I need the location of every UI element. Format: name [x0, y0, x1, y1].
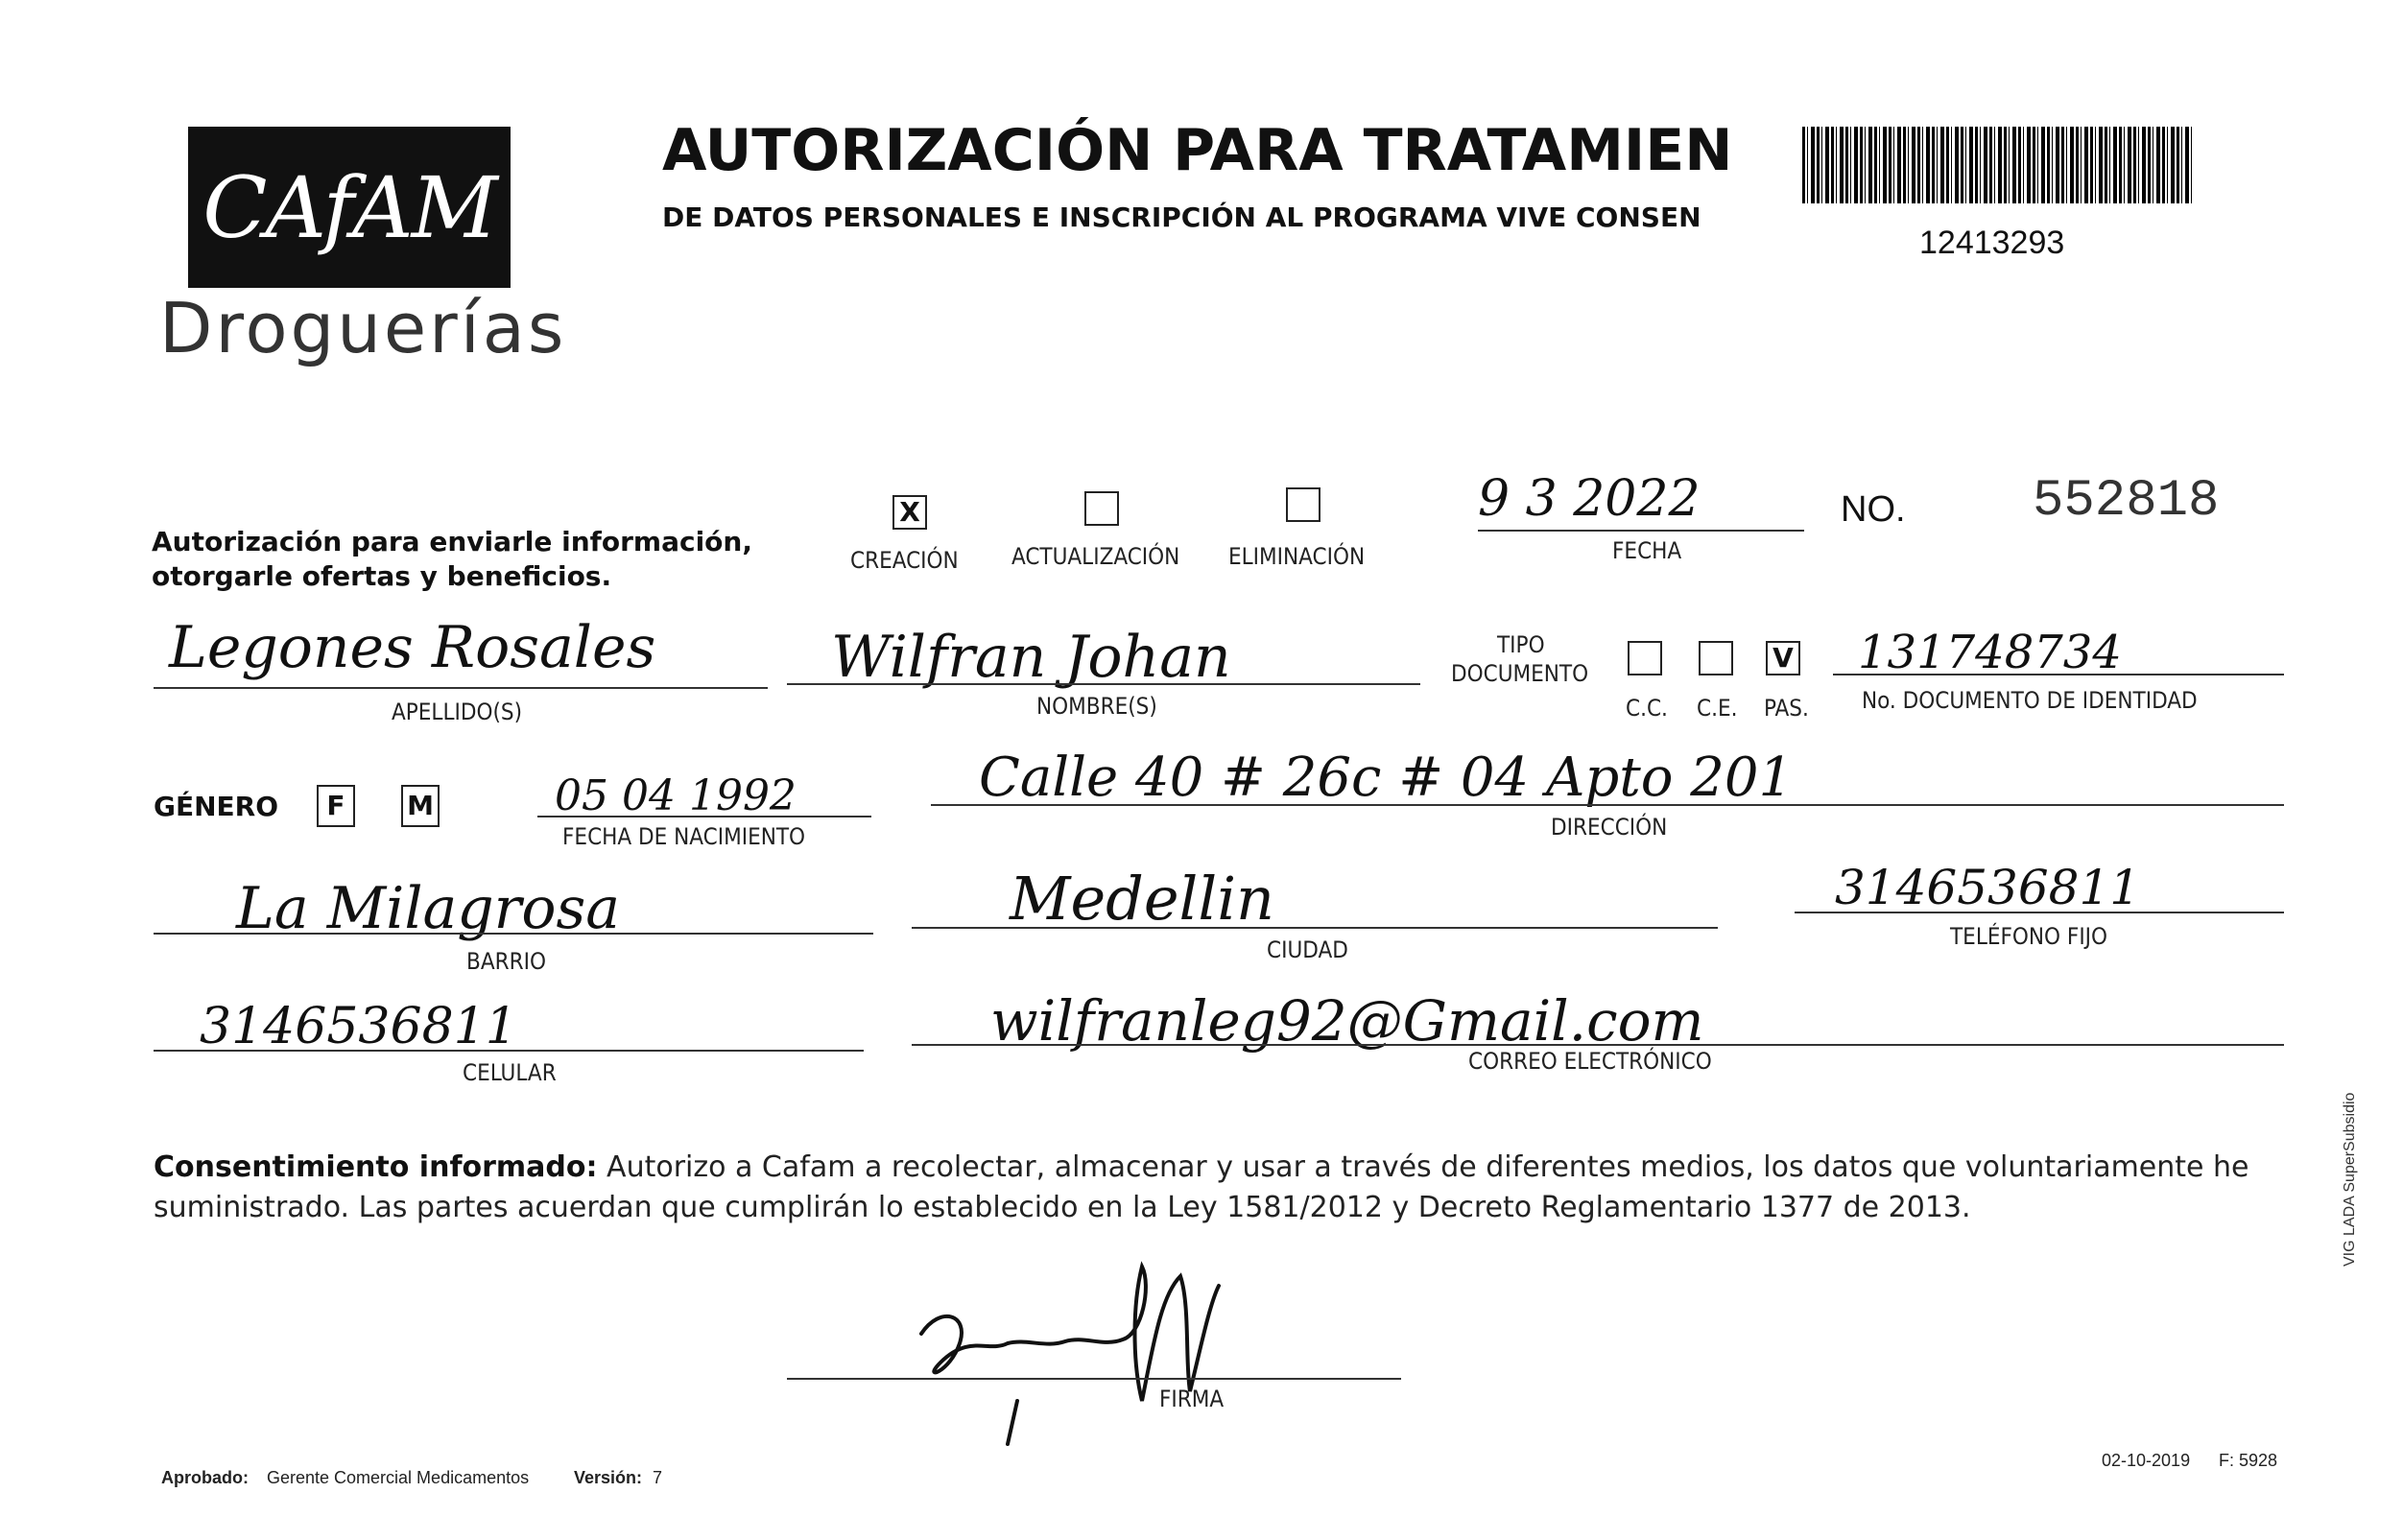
telefono-label: TELÉFONO FIJO: [1950, 923, 2108, 950]
nombres-value: Wilfran Johan: [831, 624, 1231, 691]
cc-label: C.C.: [1626, 695, 1668, 722]
barcode-number: 12413293: [1919, 225, 2065, 261]
doc-number-label: No. DOCUMENTO DE IDENTIDAD: [1862, 687, 2198, 714]
nombres-label: NOMBRE(S): [1036, 693, 1157, 720]
fecha-label: FECHA: [1612, 537, 1682, 564]
direccion-value: Calle 40 # 26c # 04 Apto 201: [979, 746, 1794, 809]
genero-f-box[interactable]: F: [317, 785, 355, 827]
doc-number-value: 131748734: [1858, 626, 2122, 679]
creacion-label: CREACIÓN: [850, 547, 959, 574]
consent-heading: Consentimiento informado:: [154, 1150, 598, 1184]
authorization-heading-line1: Autorización para enviarle información,: [152, 526, 752, 557]
correo-label: CORREO ELECTRÓNICO: [1468, 1048, 1712, 1075]
celular-line: [154, 1050, 864, 1052]
aprobado-value: Gerente Comercial Medicamentos: [267, 1468, 530, 1487]
version-label: Versión:: [574, 1468, 643, 1487]
form-code: F: 5928: [2219, 1451, 2278, 1470]
actualizacion-label: ACTUALIZACIÓN: [1011, 543, 1180, 570]
genero-label: GÉNERO: [154, 791, 279, 822]
aprobado-label: Aprobado:: [161, 1468, 249, 1487]
consent-paragraph: [154, 1148, 2284, 1228]
barrio-label: BARRIO: [466, 948, 546, 975]
date-code: 02-10-2019: [2102, 1451, 2191, 1470]
doc-number-line: [1833, 674, 2284, 675]
version-value: 7: [653, 1468, 663, 1487]
form-subtitle: DE DATOS PERSONALES E INSCRIPCIÓN AL PROGRAMA VIVE CONSEN: [662, 201, 1701, 233]
eliminacion-checkbox[interactable]: [1286, 487, 1320, 522]
celular-label: CELULAR: [463, 1059, 557, 1086]
fecha-nacimiento-value: 05 04 1992: [555, 771, 797, 820]
form-title: AUTORIZACIÓN PARA TRATAMIEN: [662, 117, 1733, 184]
ciudad-line: [912, 927, 1718, 929]
no-label: NO.: [1841, 489, 1906, 530]
consent-text: Autorizo a Cafam a recolectar, almacenar y usar a través de diferentes medios, los datos que voluntariamente he suministrado. Las partes acuerdan que cumplirán lo establecido en la Ley 1581/2012 y Decreto Reglamentario 1377 de 2013.: [154, 1150, 2249, 1224]
actualizacion-checkbox[interactable]: [1084, 491, 1119, 526]
signature-line: [787, 1378, 1401, 1380]
ciudad-label: CIUDAD: [1267, 936, 1348, 963]
logo-subtitle: Droguerías: [159, 288, 567, 368]
ce-label: C.E.: [1697, 695, 1738, 722]
apellidos-line: [154, 687, 768, 689]
fecha-nacimiento-line: [537, 816, 871, 817]
nombres-line: [787, 683, 1420, 685]
correo-line: [912, 1044, 2284, 1046]
fecha-line: [1478, 530, 1804, 532]
pas-label: PAS.: [1764, 695, 1809, 722]
firma-label: FIRMA: [1159, 1386, 1225, 1412]
barrio-line: [154, 933, 873, 935]
fecha-value: 9 3 2022: [1478, 470, 1701, 528]
creacion-checkbox[interactable]: X: [892, 495, 927, 530]
signature-drawing: [902, 1247, 1305, 1458]
tipo-label-line1: TIPO: [1497, 631, 1545, 658]
genero-m-box[interactable]: M: [401, 785, 440, 827]
celular-value: 3146536811: [200, 998, 517, 1055]
side-vertical-text: VIG LADA SuperSubsidio: [2342, 1092, 2358, 1267]
cafam-logo: [188, 127, 511, 288]
ce-checkbox[interactable]: [1699, 641, 1733, 675]
correo-value: wilfranleg92@Gmail.com: [990, 988, 1704, 1054]
apellidos-value: Legones Rosales: [169, 614, 656, 681]
barcode: [1802, 127, 2192, 203]
ciudad-value: Medellin: [1010, 864, 1274, 934]
fecha-nacimiento-label: FECHA DE NACIMIENTO: [562, 823, 806, 850]
no-value: 552818: [2033, 472, 2220, 531]
cc-checkbox[interactable]: [1628, 641, 1662, 675]
direccion-line: [931, 804, 2284, 806]
tipo-label-line2: DOCUMENTO: [1451, 660, 1589, 687]
authorization-heading-line2: otorgarle ofertas y beneficios.: [152, 560, 612, 592]
telefono-line: [1795, 912, 2284, 913]
eliminacion-label: ELIMINACIÓN: [1228, 543, 1366, 570]
pas-checkbox[interactable]: V: [1766, 641, 1800, 675]
telefono-value: 3146536811: [1835, 860, 2141, 915]
logo-text: CAfAM: [202, 157, 496, 257]
apellidos-label: APELLIDO(S): [392, 699, 523, 725]
barrio-value: La Milagrosa: [236, 875, 621, 942]
direccion-label: DIRECCIÓN: [1551, 814, 1668, 841]
